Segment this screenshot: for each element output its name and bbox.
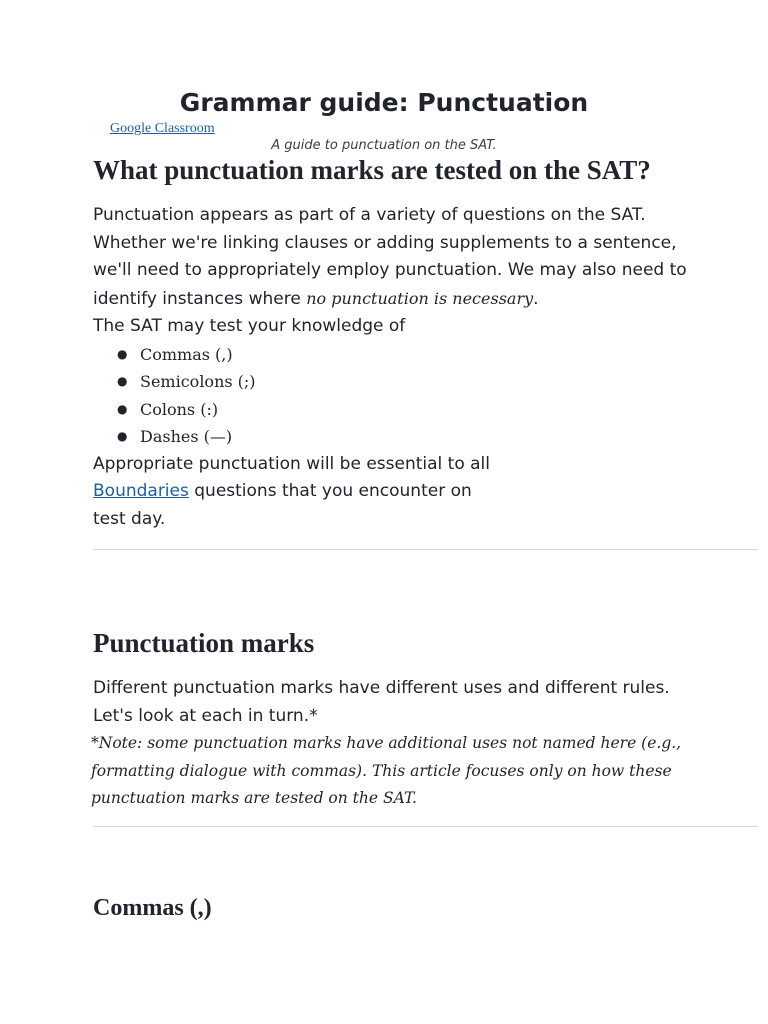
section-tested-marks — [93, 154, 693, 533]
intro-paragraph-end: . — [533, 288, 539, 309]
page-title: Grammar guide: Punctuation — [179, 88, 589, 117]
list-intro: The SAT may test your knowledge of — [93, 316, 406, 336]
section-heading-commas: Commas (,) — [93, 895, 212, 921]
section-heading-tested-marks: What punctuation marks are tested on the SAT? — [93, 155, 651, 185]
boundaries-link[interactable]: Boundaries — [93, 481, 189, 501]
intro-paragraph-emphasis: no punctuation is necessary — [306, 288, 534, 308]
section-divider — [93, 826, 758, 827]
section-heading-punctuation-marks: Punctuation marks — [93, 628, 315, 658]
punctuation-list — [93, 341, 693, 451]
list-item-label: Commas (,) — [140, 344, 233, 364]
section-punctuation-marks — [93, 627, 693, 813]
bullet-icon: ● — [117, 401, 128, 416]
list-item — [117, 368, 693, 396]
page-subtitle: A guide to punctuation on the SAT. — [271, 138, 497, 153]
closing-paragraph-text: Appropriate punctuation will be essential to all — [93, 453, 490, 474]
list-item-label: Dashes (—) — [140, 427, 233, 446]
google-classroom-link[interactable]: Google Classroom — [110, 121, 215, 136]
closing-paragraph — [93, 451, 493, 534]
bullet-icon: ● — [117, 429, 128, 443]
section-commas — [93, 893, 693, 923]
marks-intro-paragraph: Different punctuation marks have different uses and different rules. Let's look at each in turn.* — [93, 678, 670, 726]
footnote: *Note: some punctuation marks have additional uses not named here (e.g., formatting dialogue with commas). This article focuses only on how these punctuation marks are tested on the SAT. — [91, 734, 682, 807]
list-item-label: Colons (:) — [140, 399, 219, 419]
closing-paragraph-end: questions that you encounter on test day. — [93, 481, 472, 529]
bullet-icon: ● — [117, 374, 128, 388]
list-item-label: Semicolons (;) — [140, 372, 256, 391]
list-item — [117, 423, 693, 451]
list-item — [117, 396, 693, 424]
section-divider — [93, 549, 758, 550]
intro-paragraph-text: Punctuation appears as part of a variety of questions on the SAT. Whether we're linking clauses or adding supplements to a sentence, we'll need to appropriately employ punctuation. We may also need to identify instances where — [93, 205, 687, 309]
bullet-icon: ● — [117, 346, 128, 361]
list-item — [117, 341, 693, 369]
intro-paragraph — [93, 202, 693, 313]
